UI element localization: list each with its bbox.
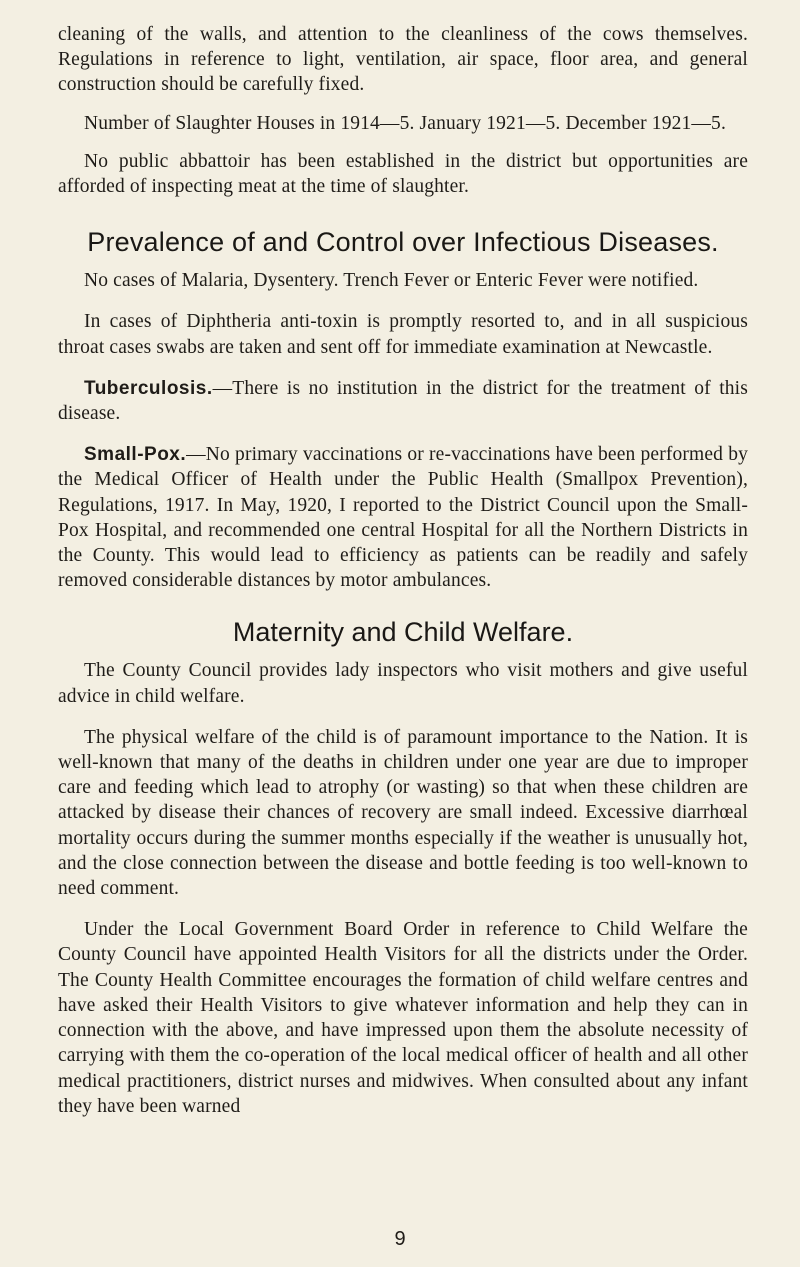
paragraph-diphtheria: In cases of Diphtheria anti-toxin is promptly resorted to, and in all suspicious throat cases swabs are taken and sent off for immediate examination at Newcastle.: [58, 311, 748, 358]
tuberculosis-label: Tuberculosis.: [84, 377, 213, 399]
paragraph-tuberculosis: [58, 376, 748, 426]
paragraph-health-visitors: Under the Local Government Board Order in reference to Child Welfare the County Council have appointed Health Visitors for all the districts under the Order. The County Health Committee encourages the formation of child welfare centres and have asked their Health Visitors to give whatever information and help they can in connection with the above, and have impressed upon them the absolute necessity of carrying with them the co-operation of the local medical officer of health and all other medical practitioners, district nurses and midwives. When consulted about any infant they have been warned: [58, 919, 748, 1117]
smallpox-text: —No primary vaccinations or re-vaccinations have been performed by the Medical Officer of Health under the Public Health (Smallpox Prevention), Regulations, 1917. In May, 1920, I reported to the District Council upon the Small-Pox Hospital, and recommended one central Hospital for all the Northern Districts in the County. This would lead to efficiency as patients can be readily and safely removed considerable distances by motor ambulances.: [58, 444, 748, 592]
tuberculosis-text: —There is no institution in the district for the treatment of this disease.: [58, 377, 748, 425]
paragraph-physical-welfare: The physical welfare of the child is of paramount importance to the Nation. It is well-known that many of the deaths in children under one year are due to improper care and feeding which lead to atrophy (or wasting) so that when these children are attacked by disease their chances of recovery are small indeed. Excessive diarrhœal mortality occurs during the summer months especially if the weather is unusually hot, and the close connection between the disease and bottle feeding is too well-known to need comment.: [58, 726, 748, 900]
heading-infectious-diseases: Prevalence of and Control over Infectious Diseases.: [87, 227, 719, 258]
paragraph-abbattoir: No public abbattoir has been established in the district but opportunities are afforded of inspecting meat at the time of slaughter.: [58, 150, 748, 198]
paragraph-lady-inspectors: The County Council provides lady inspectors who visit mothers and give useful advice in child welfare.: [58, 660, 748, 707]
paragraph-cow-cleanliness: cleaning of the walls, and attention to the cleanliness of the cows themselves. Regulations in reference to light, ventilation, air space, floor area, and general construction should be carefully fixed.: [58, 24, 748, 96]
paragraph-slaughter-houses: Number of Slaughter Houses in 1914—5. January 1921—5. December 1921—5.: [84, 112, 726, 134]
paragraph-malaria: No cases of Malaria, Dysentery. Trench Fever or Enteric Fever were notified.: [84, 270, 699, 292]
heading-maternity-welfare: Maternity and Child Welfare.: [232, 617, 574, 648]
paragraph-smallpox: [58, 442, 748, 593]
page-number: 9: [394, 1228, 406, 1250]
smallpox-label: Small-Pox.: [84, 444, 187, 466]
